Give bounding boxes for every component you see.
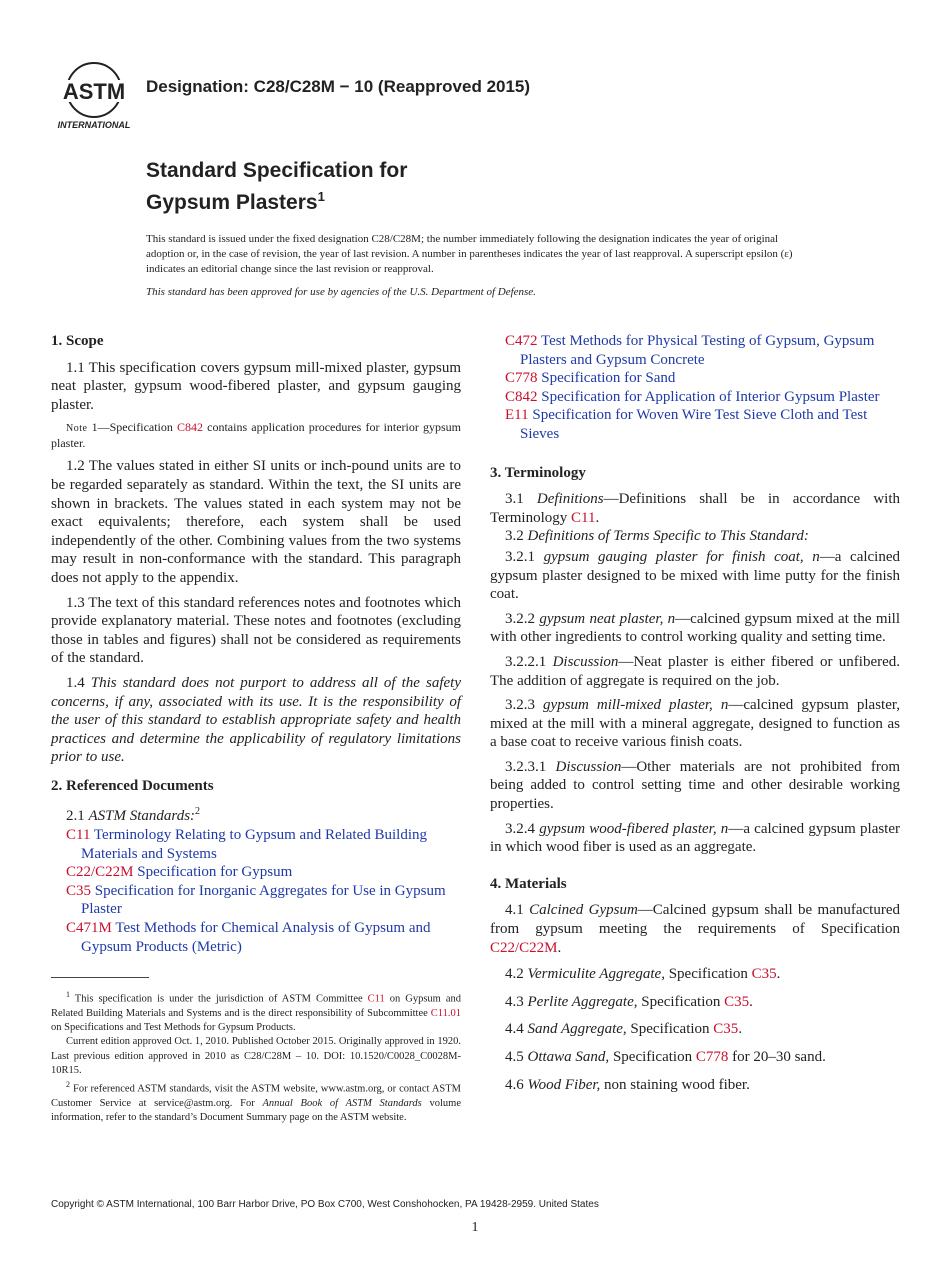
para-3-2-2-term: gypsum neat plaster, n	[539, 610, 676, 627]
para-4-3	[490, 993, 900, 1012]
logo-caption: INTERNATIONAL	[57, 120, 131, 130]
footnote-ref-c11[interactable]: C11	[367, 993, 385, 1005]
para-3-2-3-term: gypsum mill-mixed plaster, n	[543, 697, 729, 714]
para-4-4-term: Sand Aggregate,	[527, 1021, 627, 1038]
footnote-divider	[51, 977, 149, 978]
para-3-2-2-1-term: Discussion	[552, 653, 619, 670]
ref-link-c35[interactable]: C35	[724, 993, 750, 1010]
note-1	[51, 420, 461, 451]
ref-title-c778[interactable]: Specification for Sand	[537, 370, 676, 387]
footnote-1-part-b: on Gypsum and Related Building Materials and Systems and is the direct responsibility of Subcommittee	[51, 993, 461, 1019]
footnote-2-italic: Annual Book of ASTM Standards	[262, 1098, 422, 1110]
para-3-2-1-term: gypsum gauging plaster for finish coat, n	[543, 548, 820, 565]
ref-code-c11[interactable]: C11	[66, 827, 91, 844]
note-label: Note	[66, 423, 88, 435]
para-3-2-term: Definitions of Terms Specific to This Standard:	[527, 528, 809, 545]
para-3-2-3-1-text: —Other materials are not prohibited from being added to control setting time and other desirable working properties.	[490, 758, 901, 813]
para-4-5-text: Specification	[609, 1049, 696, 1065]
footnote-2-mark: 2	[66, 1080, 70, 1090]
ref-item	[490, 369, 900, 388]
designation: Designation: C28/C28M − 10 (Reapproved 2015)	[146, 77, 531, 96]
title-line-1: Standard Specification for	[146, 159, 408, 182]
page-title	[146, 158, 407, 216]
para-3-1-num: 3.1	[505, 491, 537, 508]
para-3-2-2-1-text: —Neat plaster is either fibered or unfibered. The addition of aggregate is required on the job.	[490, 653, 901, 689]
para-4-4-text: Specification	[626, 1021, 714, 1038]
ref-title-c471m[interactable]: Test Methods for Chemical Analysis of Gypsum and Gypsum Products (Metric)	[81, 920, 431, 955]
para-4-1-text: —Calcined gypsum shall be manufactured from gypsum meeting the requirements of Specification	[490, 902, 900, 938]
para-3-2-3	[490, 696, 900, 752]
footnote-2	[51, 1078, 461, 1125]
ref-item	[51, 863, 461, 882]
footnote-1-part-c: on Specifications and Test Methods for Gypsum Products.	[51, 1022, 296, 1034]
para-4-5-term: Ottawa Sand,	[527, 1049, 610, 1065]
para-4-6	[490, 1076, 900, 1095]
para-4-3-term: Perlite Aggregate,	[527, 993, 638, 1010]
footnote-1-part-a: This specification is under the jurisdiction of ASTM Committee	[70, 993, 368, 1005]
section-4-heading: 4. Materials	[490, 875, 567, 892]
ref-item	[51, 826, 461, 863]
ref-title-c11[interactable]: Terminology Relating to Gypsum and Related Building Materials and Systems	[81, 827, 428, 862]
para-3-2	[490, 527, 900, 546]
para-4-1-num: 4.1	[505, 902, 530, 919]
para-3-2-3-text: —calcined gypsum plaster, mixed at the mill with a mineral aggregate, designed to function as a base coat to receive various finish coats.	[490, 697, 900, 751]
ref-link-c11[interactable]: C11	[571, 509, 596, 526]
title-footnote-mark: 1	[317, 189, 325, 204]
para-4-2-num: 4.2	[505, 966, 528, 983]
para-3-2-2-1	[490, 653, 900, 690]
para-3-2-3-1	[490, 758, 900, 814]
logo-letters: ASTM	[62, 79, 126, 104]
ref-title-c842[interactable]: Specification for Application of Interior Gypsum Plaster	[537, 388, 880, 405]
para-3-2-3-1-term: Discussion	[555, 758, 622, 775]
section-1-heading: 1. Scope	[51, 333, 104, 349]
para-1-3: 1.3 The text of this standard references notes and footnotes which provide explanatory material. These notes and footnotes (excluding those in tables and figures) shall not be considered as requirements of the standard.	[51, 594, 461, 667]
para-3-2-1	[490, 548, 900, 604]
para-3-2-4-num: 3.2.4	[505, 820, 540, 837]
astm-logo	[52, 60, 136, 132]
ref-item	[490, 332, 900, 369]
astm-logo-graphic	[52, 60, 136, 132]
para-3-2-2-text: —calcined gypsum mixed at the mill with other ingredients to control working quality and setting time.	[490, 610, 900, 646]
footnote-1-mark: 1	[66, 990, 70, 999]
para-4-2-text: Specification	[664, 966, 752, 983]
title-line-2	[146, 184, 407, 216]
note-num: 1—Specification	[87, 420, 178, 435]
ref-code-c471m[interactable]: C471M	[66, 920, 112, 937]
para-4-4-num: 4.4	[505, 1021, 528, 1038]
para-2-1-num: 2.1	[66, 808, 89, 825]
page-number: 1	[471, 1220, 479, 1235]
para-3-2-1-num: 3.2.1	[505, 548, 544, 565]
para-2-1	[51, 803, 461, 826]
right-column	[490, 332, 900, 1100]
para-4-5-end: for 20–30 sand.	[728, 1049, 826, 1065]
ref-title-c35[interactable]: Specification for Inorganic Aggregates for Use in Gypsum Plaster	[81, 882, 446, 918]
para-1-1: 1.1 This specification covers gypsum mill-mixed plaster, gypsum neat plaster, gypsum wood-fibered plaster, and gypsum gauging plaster.	[51, 359, 461, 413]
ref-code-c35[interactable]: C35	[66, 882, 92, 899]
para-4-3-num: 4.3	[505, 993, 528, 1010]
para-3-2-4	[490, 820, 900, 857]
ref-code-e11[interactable]: E11	[505, 407, 529, 424]
footnote-ref-c11-01[interactable]: C11.01	[430, 1007, 461, 1019]
copyright-notice: Copyright © ASTM International, 100 Barr Harbor Drive, PO Box C700, West Conshohocken, PA 19428-2959. United States	[51, 1199, 599, 1210]
para-1-4	[51, 674, 461, 767]
ref-item	[490, 406, 900, 443]
ref-link-c778[interactable]: C778	[695, 1049, 729, 1065]
footnote-1	[51, 988, 461, 1035]
ref-code-c778[interactable]: C778	[505, 370, 538, 387]
para-4-1-term: Calcined Gypsum	[529, 902, 638, 919]
footnote-2-part-a: For referenced ASTM standards, visit the ASTM website, www.astm.org, or contact ASTM Customer Service at service@astm.org. For	[51, 1083, 461, 1110]
ref-title-e11[interactable]: Specification for Woven Wire Test Sieve Cloth and Test Sieves	[520, 407, 868, 442]
ref-code-c472[interactable]: C472	[505, 333, 538, 349]
ref-link-c35[interactable]: C35	[713, 1021, 739, 1038]
ref-link-c842[interactable]: C842	[177, 420, 204, 435]
para-2-1-sup: 2	[195, 806, 201, 818]
para-4-6-term: Wood Fiber,	[527, 1076, 601, 1093]
para-4-2-term: Vermiculite Aggregate,	[527, 966, 665, 983]
para-3-2-4-text: —a calcined gypsum plaster in which wood fiber is used as an aggregate.	[490, 820, 901, 856]
para-3-2-num: 3.2	[505, 528, 528, 545]
ref-link-c22[interactable]: C22/C22M	[490, 939, 558, 956]
para-3-2-3-1-num: 3.2.3.1	[505, 758, 556, 775]
section-3-heading: 3. Terminology	[490, 464, 586, 481]
ref-code-c842[interactable]: C842	[505, 388, 538, 405]
para-1-4-text: This standard does not purport to address all of the safety concerns, if any, associated with its use. It is the responsibility of the user of this standard to establish appropriate safety and health practices and determine the applicability of regulatory limitations prior to use.	[51, 674, 461, 766]
para-4-6-num: 4.6	[505, 1076, 528, 1093]
ref-title-c472[interactable]: Test Methods for Physical Testing of Gypsum, Gypsum Plasters and Gypsum Concrete	[520, 333, 875, 368]
para-4-4-end: .	[738, 1021, 743, 1038]
para-4-3-text: Specification	[637, 993, 725, 1010]
para-1-2: 1.2 The values stated in either SI units or inch-pound units are to be regarded separately as standard. Within the text, the SI units are shown in brackets. The values stated in each system may not be exact equivalents; therefore, each system shall be used independently of the other. Combining values from the two systems may result in non-conformance with the standard. This paragraph does not apply to the appendix.	[51, 458, 461, 586]
para-4-4	[490, 1020, 900, 1039]
para-4-2	[490, 965, 900, 984]
section-2-heading: 2. Referenced Documents	[51, 777, 214, 794]
para-3-2-2-1-num: 3.2.2.1	[505, 653, 553, 670]
para-3-2-4-term: gypsum wood-fibered plaster, n	[539, 820, 729, 837]
para-3-2-3-num: 3.2.3	[505, 697, 544, 714]
footnote-2-part-b: volume information, refer to the standard’s Document Summary page on the ASTM website.	[51, 1098, 461, 1124]
ref-title-c22[interactable]: Specification for Gypsum	[133, 864, 293, 881]
left-column	[51, 332, 461, 956]
footnote-1-edition: Current edition approved Oct. 1, 2010. Published October 2015. Originally approved in 1920. Last previous edition approved in 2010 as C28/C28M – 10. DOI: 10.1520/C0028_C0028M-10R15.	[51, 1036, 461, 1076]
para-4-2-end: .	[776, 966, 781, 983]
para-3-1-text: —Definitions shall be in accordance with Terminology	[490, 491, 900, 526]
ref-item	[490, 388, 900, 407]
note-rest: contains application procedures for interior gypsum plaster.	[51, 420, 462, 451]
para-3-2-2	[490, 610, 900, 647]
footnotes	[51, 988, 461, 1126]
ref-item	[51, 919, 461, 956]
preamble-text: This standard is issued under the fixed designation C28/C28M; the number immediately following the designation indicates the year of original adoption or, in the case of revision, the year of last revision. A number in parentheses indicates the year of last reapproval. A superscript epsilon (ε) indicates an editorial change since the last revision or reapproval.	[146, 233, 793, 275]
para-3-2-1-text: —a calcined gypsum plaster designed to be mixed with lime putty for the finish coat.	[490, 548, 901, 603]
dod-note: This standard has been approved for use by agencies of the U.S. Department of Defense.	[146, 286, 536, 298]
para-3-1-term: Definitions	[536, 491, 604, 508]
title-line-2-text: Gypsum Plasters	[146, 191, 318, 214]
para-3-1: 3.1 Definitions—Definitions shall be in accordance with Terminology C11.	[490, 491, 900, 526]
para-2-1-label: ASTM Standards:	[88, 808, 196, 825]
ref-link-c35[interactable]: C35	[751, 966, 777, 983]
para-4-5	[490, 1048, 900, 1067]
para-4-3-end: .	[749, 993, 753, 1010]
para-4-1: 4.1 Calcined Gypsum—Calcined gypsum shall be manufactured from gypsum meeting the requirements of Specification C22/C22M.	[490, 902, 900, 956]
preamble	[146, 232, 810, 300]
para-3-2-2-num: 3.2.2	[505, 610, 540, 627]
para-1-4-num: 1.4	[66, 674, 91, 691]
ref-item	[51, 882, 461, 919]
ref-code-c22[interactable]: C22/C22M	[66, 864, 134, 881]
para-4-5-num: 4.5	[505, 1049, 528, 1065]
para-4-6-text: non staining wood fiber.	[600, 1076, 750, 1093]
